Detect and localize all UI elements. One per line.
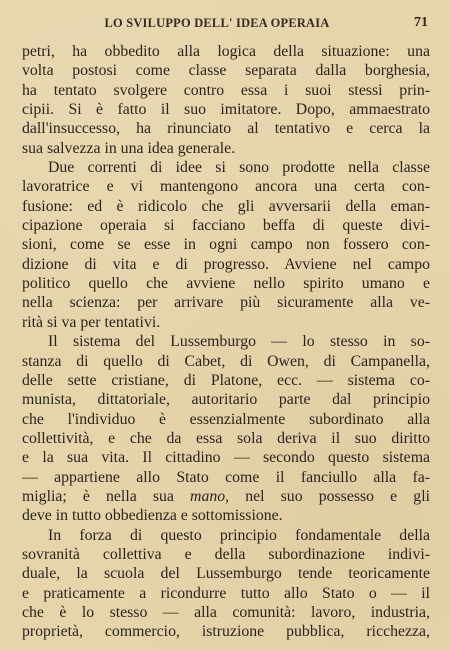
- text-line: stanza di quello di Cabet, di Owen, di Campanella,: [22, 352, 430, 370]
- italic-word: mano: [190, 487, 226, 505]
- text-line: volta postosi come classe separata dalla borghesia,: [22, 62, 430, 80]
- text-line: duale, la scuola del Lussemburgo tende teoricamente: [22, 565, 430, 583]
- text-line: dall'insuccesso, ha rinunciato al tentativo e cerca la: [22, 120, 430, 138]
- text-line: collettività, e che da essa sola deriva il suo diritto: [22, 429, 430, 447]
- text-line: sioni, come se esse in ogni campo non fossero con-: [22, 236, 430, 254]
- text-line: deve in tutto obbedienza e sottomissione.: [22, 507, 283, 525]
- paragraph-2: [22, 158, 430, 332]
- text-line: Due correnti di idee si sono prodotte nella classe: [48, 159, 430, 177]
- paragraph-1: [22, 42, 430, 158]
- page-number: 71: [414, 15, 428, 30]
- paragraph-4: [22, 526, 430, 642]
- text-line: nella scienza: per arrivare più sicuramente alla ve-: [22, 294, 430, 312]
- paragraph-3: [22, 332, 430, 525]
- text-line: — appartiene allo Stato come il fanciullo alla fa-: [22, 468, 430, 486]
- text-line: e praticamente a ricondurre tutto allo Stato o — il: [22, 584, 430, 602]
- page-header: [30, 14, 428, 32]
- text-line: che è lo stesso — alla comunità: lavoro, industria,: [22, 603, 430, 621]
- text-line-with-italic: miglia; è nella sua mano, nel suo possesso e gli: [22, 487, 430, 505]
- text-line: cipazione operaia si facciano beffa di queste divi-: [22, 217, 430, 235]
- running-title: LO SVILUPPO DELL' IDEA OPERAIA: [104, 15, 330, 30]
- text-line: petri, ha obbedito alla logica della situazione: una: [22, 43, 430, 60]
- page-body: [22, 42, 430, 642]
- text-line: Il sistema del Lussemburgo — lo stesso in so-: [48, 333, 430, 351]
- text-line: munista, dittatoriale, autoritario parte dal principio: [22, 391, 430, 409]
- text-line: lavoratrice e vi mantengono ancora una certa con-: [22, 178, 430, 196]
- text-line: rità si va per tentativi.: [22, 313, 161, 331]
- text-line: In forza di questo principio fondamentale della: [48, 526, 430, 544]
- text-line: sovranità collettiva e della subordinazione indivi-: [22, 545, 430, 563]
- text-line: cipii. Si è fatto il suo imitatore. Dopo, ammaestrato: [22, 101, 430, 119]
- text-line: politico quello che avviene nello spirito umano e: [22, 275, 430, 293]
- text-line: dizione di vita e di progresso. Avviene nel campo: [22, 255, 430, 273]
- text-line: sua salvezza in una idea generale.: [22, 139, 236, 157]
- text-line: fusione: ed è ridicolo che gli avversarii della eman-: [22, 197, 430, 215]
- text-line: e la sua vita. Il cittadino — secondo questo sistema: [22, 449, 430, 467]
- text-line: delle sette cristiane, di Platone, ecc. — sistema co-: [22, 371, 430, 389]
- text-line: che l'individuo è essenzialmente subordinato alla: [22, 410, 430, 428]
- text-line: ha tentato svolgere contro essa i suoi stessi prin-: [22, 81, 430, 99]
- text-line: proprietà, commercio, istruzione pubblica, ricchezza,: [22, 623, 430, 641]
